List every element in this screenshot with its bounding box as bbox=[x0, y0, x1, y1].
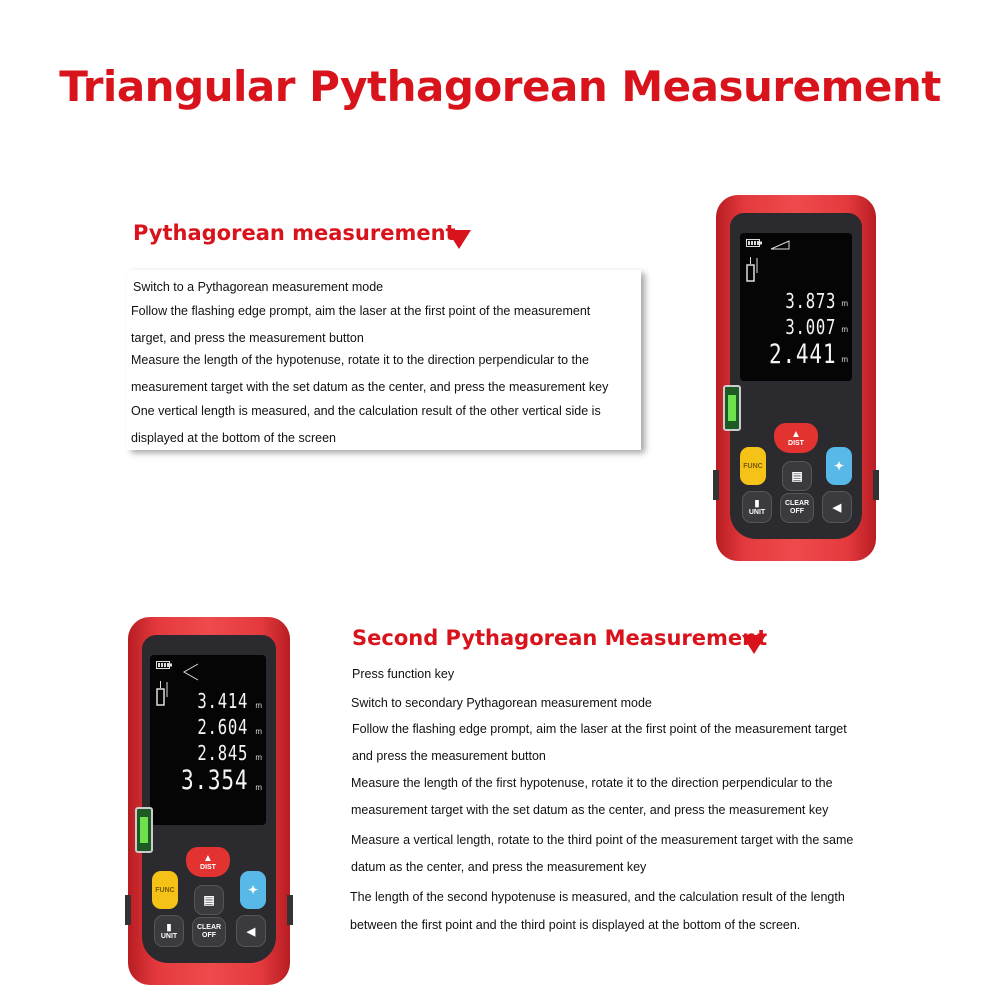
unit-label: m bbox=[255, 783, 262, 792]
laser-icon: ✦ bbox=[247, 883, 259, 897]
off-label: OFF bbox=[790, 508, 804, 515]
section2-line: The length of the second hypotenuse is measured, and the calculation result of the length bbox=[350, 890, 845, 904]
reading-1: 3.414 bbox=[197, 689, 248, 713]
func-button[interactable] bbox=[152, 871, 178, 909]
unit-button[interactable] bbox=[742, 491, 772, 523]
document-icon: ▤ bbox=[791, 469, 803, 483]
func-label: FUNC bbox=[743, 462, 763, 470]
section1-line: target, and press the measurement button bbox=[131, 331, 364, 345]
section1-line: Follow the flashing edge prompt, aim the laser at the first point of the measurement bbox=[131, 304, 591, 318]
clear-off-button[interactable] bbox=[780, 493, 814, 523]
down-triangle-icon bbox=[742, 635, 766, 654]
ruler-icon: ▮ bbox=[754, 498, 760, 508]
unit-label: m bbox=[841, 325, 848, 334]
reading-2: 3.007 bbox=[785, 315, 836, 339]
battery-icon bbox=[156, 661, 172, 669]
rangefinder-device-1 bbox=[716, 195, 876, 561]
bubble-level bbox=[723, 385, 741, 431]
section2-line: Press function key bbox=[352, 667, 455, 681]
lcd-screen bbox=[150, 655, 266, 825]
unit-label: m bbox=[841, 299, 848, 308]
memory-button[interactable] bbox=[194, 885, 224, 915]
device-reference-icon bbox=[154, 679, 172, 707]
reading-2: 2.604 bbox=[197, 715, 248, 739]
reading-3: 2.845 bbox=[197, 741, 248, 765]
dist-label: DIST bbox=[788, 440, 804, 447]
triangle-mode-icon bbox=[182, 663, 200, 681]
section2-line: and press the measurement button bbox=[352, 749, 546, 763]
section2-heading: Second Pythagorean Measurement bbox=[352, 626, 768, 650]
reading-4: 3.354 bbox=[180, 765, 248, 796]
section2-line: datum as the center, and press the measurement key bbox=[351, 860, 647, 874]
memory-button[interactable] bbox=[782, 461, 812, 491]
device-side-grip bbox=[287, 895, 293, 925]
unit-label: m bbox=[255, 701, 262, 710]
warning-icon: ▲ bbox=[203, 853, 213, 864]
section1-line: displayed at the bottom of the screen bbox=[131, 431, 336, 445]
func-label: FUNC bbox=[155, 886, 175, 894]
section2-line: Measure the length of the first hypotenuse, rotate it to the direction perpendicular to the bbox=[351, 776, 833, 790]
reading-3: 2.441 bbox=[768, 339, 836, 370]
page-title: Triangular Pythagorean Measurement bbox=[59, 62, 941, 111]
reading-1: 3.873 bbox=[785, 289, 836, 313]
laser-icon: ✦ bbox=[833, 459, 845, 473]
device-side-grip bbox=[873, 470, 879, 500]
device-side-grip bbox=[125, 895, 131, 925]
device-reference-icon bbox=[744, 255, 762, 283]
unit-label: m bbox=[255, 727, 262, 736]
section2-line: measurement target with the set datum as the center, and press the measurement key bbox=[351, 803, 829, 817]
section2-line: Switch to secondary Pythagorean measurement mode bbox=[351, 696, 652, 710]
section2-line: Measure a vertical length, rotate to the third point of the measurement target with the same bbox=[351, 833, 854, 847]
unit-button[interactable] bbox=[154, 915, 184, 947]
section2-line: Follow the flashing edge prompt, aim the laser at the first point of the measurement target bbox=[352, 722, 847, 736]
section1-line: Measure the length of the hypotenuse, rotate it to the direction perpendicular to the bbox=[131, 353, 589, 367]
section1-line: Switch to a Pythagorean measurement mode bbox=[133, 280, 384, 294]
triangle-mode-icon bbox=[770, 240, 790, 250]
unit-btn-label: UNIT bbox=[748, 509, 766, 516]
measure-mode-button[interactable] bbox=[826, 447, 852, 485]
func-button[interactable] bbox=[740, 447, 766, 485]
speaker-icon: ◀ bbox=[832, 501, 842, 514]
dist-label: DIST bbox=[200, 864, 216, 871]
section1-heading: Pythagorean measurement bbox=[133, 221, 456, 245]
rangefinder-device-2 bbox=[128, 617, 290, 985]
ruler-icon: ▮ bbox=[166, 922, 172, 932]
dist-button[interactable] bbox=[186, 847, 230, 877]
section1-line: measurement target with the set datum as the center, and press the measurement key bbox=[131, 380, 609, 394]
clear-label: CLEAR bbox=[196, 924, 222, 931]
clear-off-button[interactable] bbox=[192, 917, 226, 947]
section2-line: between the first point and the third point is displayed at the bottom of the screen. bbox=[350, 918, 801, 932]
sound-button[interactable] bbox=[822, 491, 852, 523]
unit-btn-label: UNIT bbox=[160, 933, 178, 940]
dist-button[interactable] bbox=[774, 423, 818, 453]
battery-icon bbox=[746, 239, 762, 247]
warning-icon: ▲ bbox=[791, 429, 801, 440]
down-triangle-icon bbox=[447, 230, 471, 249]
off-label: OFF bbox=[202, 932, 216, 939]
document-icon: ▤ bbox=[203, 893, 215, 907]
clear-label: CLEAR bbox=[784, 500, 810, 507]
bubble-level bbox=[135, 807, 153, 853]
measure-mode-button[interactable] bbox=[240, 871, 266, 909]
unit-label: m bbox=[255, 753, 262, 762]
device-side-grip bbox=[713, 470, 719, 500]
sound-button[interactable] bbox=[236, 915, 266, 947]
lcd-screen bbox=[740, 233, 852, 381]
section1-line: One vertical length is measured, and the calculation result of the other vertical side is bbox=[131, 404, 601, 418]
unit-label: m bbox=[841, 355, 848, 364]
speaker-icon: ◀ bbox=[246, 925, 256, 938]
